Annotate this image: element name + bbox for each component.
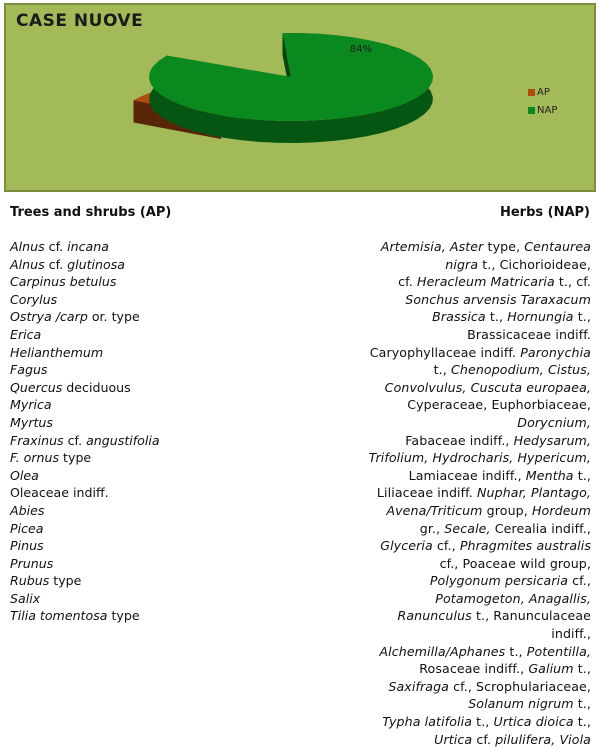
nap-taxon [271, 308, 591, 326]
nap-taxon-segment: cf. [472, 731, 496, 747]
nap-taxon [271, 625, 591, 643]
nap-taxon-segment: t., [505, 643, 527, 659]
nap-taxon [271, 590, 591, 608]
ap-taxon [10, 537, 270, 555]
ap-taxon-segment: Fraxinus [10, 432, 64, 448]
ap-taxon [10, 449, 270, 467]
ap-taxon-segment: Fagus [10, 362, 48, 378]
nap-taxon-segment: Liliaceae indiff. [376, 485, 478, 501]
nap-taxon [271, 414, 591, 432]
nap-taxon [271, 607, 591, 625]
ap-taxon [10, 520, 270, 538]
ap-taxon-segment: Helianthemum [10, 344, 104, 360]
ap-taxon [10, 361, 270, 379]
ap-taxon-segment: angustifolia [86, 432, 160, 448]
nap-taxon-segment: cf. [398, 274, 418, 290]
pie-slice-nap [149, 33, 433, 143]
nap-taxon [271, 396, 591, 414]
nap-taxon-segment: Solanum nigrum [468, 696, 574, 712]
nap-taxon [271, 572, 591, 590]
nap-taxon [271, 432, 591, 450]
nap-taxon-segment: Polygonum persicaria [429, 573, 569, 589]
nap-taxon [271, 678, 591, 696]
ap-taxon-segment: deciduous [62, 379, 131, 395]
ap-taxon [10, 273, 270, 291]
nap-taxon-segment: t., cf. [554, 274, 591, 290]
ap-taxon [10, 256, 270, 274]
nap-taxon [271, 660, 591, 678]
nap-taxon [271, 643, 591, 661]
ap-taxon [10, 326, 270, 344]
ap-taxon-segment: or. type [87, 309, 140, 325]
nap-taxon-segment: Convolvulus, Cuscuta europaea, [384, 379, 591, 395]
ap-taxon-segment: Prunus [10, 555, 54, 571]
nap-taxon-segment: cf., [568, 573, 591, 589]
legend-label-nap: NAP [537, 105, 558, 116]
ap-taxon-segment: Salix [10, 590, 41, 606]
ap-taxon-segment: Myrtus [10, 414, 53, 430]
nap-taxon-segment: t., [573, 696, 591, 712]
nap-taxon-segment: Brassica [432, 309, 486, 325]
ap-taxon-segment: Pinus [10, 538, 44, 554]
ap-taxon-segment: Ostrya /carp [10, 309, 88, 325]
ap-taxon-segment: Myrica [10, 397, 52, 413]
ap-taxon [10, 379, 270, 397]
ap-taxon-segment: type [49, 573, 82, 589]
nap-taxon-segment: t., [433, 362, 451, 378]
pie-chart [6, 5, 598, 194]
nap-taxon [271, 256, 591, 274]
nap-taxon-segment: Rosaceae indiff., [419, 661, 529, 677]
ap-taxon [10, 238, 270, 256]
nap-taxon [271, 379, 591, 397]
nap-taxon-segment: Avena/Triticum [386, 502, 483, 518]
ap-taxon [10, 432, 270, 450]
nap-taxon [271, 344, 591, 362]
nap-taxon-segment: Cerealia indiff., [490, 520, 591, 536]
ap-taxon [10, 344, 270, 362]
ap-taxon-segment: Olea [10, 467, 39, 483]
nap-taxa-list [271, 238, 591, 748]
ap-column-heading: Trees and shrubs (AP) [10, 205, 172, 220]
ap-taxon-segment: Alnus [10, 256, 45, 272]
nap-column-heading: Herbs (NAP) [499, 205, 590, 220]
nap-taxon [271, 555, 591, 573]
ap-taxa-list [10, 238, 270, 625]
ap-taxon [10, 291, 270, 309]
nap-taxon [271, 695, 591, 713]
ap-taxon-segment: Alnus [10, 239, 45, 254]
ap-taxon [10, 590, 270, 608]
nap-taxon-segment: t., [573, 714, 591, 730]
nap-taxon [271, 361, 591, 379]
ap-taxon-segment: incana [67, 239, 109, 254]
legend-item-ap [528, 87, 550, 98]
nap-taxon-segment: Glyceria [380, 538, 433, 554]
legend-label-ap: AP [537, 87, 550, 98]
nap-taxon-segment: Heracleum Matricaria [417, 274, 555, 290]
nap-taxon [271, 467, 591, 485]
ap-taxon-segment: cf. [44, 256, 68, 272]
nap-taxon-segment: t., [472, 714, 494, 730]
ap-taxon [10, 502, 270, 520]
legend-item-nap [528, 105, 557, 116]
nap-taxon-segment: Fabaceae indiff., [405, 432, 514, 448]
nap-taxon-segment: t., [573, 661, 591, 677]
nap-taxon [271, 484, 591, 502]
nap-taxon-segment: Alchemilla/Aphanes [379, 643, 506, 659]
ap-taxon-segment: cf. [44, 239, 68, 254]
nap-taxon-segment: Hedysarum, [513, 432, 591, 448]
nap-taxon-segment: t., [485, 309, 508, 325]
nap-taxon-segment: t., Cichorioideae, [478, 256, 591, 272]
pie-chart-panel [4, 3, 596, 192]
nap-taxon [271, 537, 591, 555]
ap-taxon-segment: Corylus [10, 291, 58, 307]
nap-taxon [271, 273, 591, 291]
nap-taxon-segment: Galium [528, 661, 574, 677]
nap-taxon [271, 238, 591, 256]
nap-taxon-segment: Urtica dioica [493, 714, 574, 730]
ap-taxon [10, 467, 270, 485]
nap-taxon-segment: Nuphar, Plantago, [477, 485, 591, 501]
ap-taxon-segment: type [107, 608, 140, 624]
ap-taxon [10, 414, 270, 432]
nap-taxon-segment: Potentilla, [526, 643, 591, 659]
nap-taxon-segment: t., Ranunculaceae [471, 608, 591, 624]
nap-taxon [271, 449, 591, 467]
nap-taxon-segment: gr., [419, 520, 445, 536]
ap-taxon-segment: Oleaceae indiff. [10, 485, 109, 501]
ap-taxon-segment: Carpinus betulus [10, 274, 117, 290]
nap-taxon-segment: t., [573, 467, 591, 483]
nap-taxon [271, 502, 591, 520]
chart-title: CASE NUOVE [16, 11, 144, 31]
ap-taxon-segment: Rubus [10, 573, 50, 589]
nap-taxon-segment: Centaurea [524, 239, 591, 254]
nap-taxon-segment: Artemisia, Aster [380, 239, 484, 254]
ap-taxon [10, 607, 270, 625]
nap-taxon [271, 731, 591, 748]
nap-taxon [271, 713, 591, 731]
ap-taxon-segment: Picea [10, 520, 44, 536]
ap-taxon [10, 308, 270, 326]
nap-taxon-segment: Trifolium, Hydrocharis, Hypericum, [368, 450, 591, 466]
ap-taxon-segment: Quercus [10, 379, 63, 395]
data-label-nap: 84% [349, 44, 373, 55]
legend-swatch-ap [528, 89, 535, 96]
nap-taxon-segment: Ranunculus [397, 608, 472, 624]
nap-taxon [271, 326, 591, 344]
nap-taxon [271, 520, 591, 538]
legend-swatch-nap [528, 107, 535, 114]
nap-taxon-segment: indiff., [551, 626, 591, 642]
nap-taxon-segment: Secale, [444, 520, 491, 536]
nap-taxon-segment: Sonchus arvensis Taraxacum [405, 291, 591, 307]
ap-taxon-segment: Tilia tomentosa [10, 608, 108, 624]
nap-taxon-segment: t., [573, 309, 591, 325]
nap-taxon-segment: Cyperaceae, Euphorbiaceae, [407, 397, 591, 413]
ap-taxon [10, 484, 270, 502]
nap-taxon-segment: Dorycnium, [517, 414, 591, 430]
ap-taxon-segment: F. ornus [10, 450, 60, 466]
nap-taxon-segment: Typha latifolia [382, 714, 473, 730]
ap-taxon-segment: Abies [10, 502, 45, 518]
nap-taxon-segment: Paronychia [520, 344, 591, 360]
ap-taxon-segment: Erica [10, 326, 42, 342]
nap-taxon-segment: pilulifera, Viola [495, 731, 591, 747]
nap-taxon-segment: Caryophyllaceae indiff. [369, 344, 521, 360]
ap-taxon [10, 572, 270, 590]
ap-taxon [10, 396, 270, 414]
nap-taxon-segment: cf., [432, 538, 460, 554]
ap-taxon-segment: glutinosa [67, 256, 125, 272]
nap-taxon-segment: nigra [445, 256, 479, 272]
ap-taxon [10, 555, 270, 573]
nap-taxon-segment: cf., Scrophulariaceae, [449, 678, 591, 694]
nap-taxon-segment: Potamogeton, Anagallis, [435, 590, 591, 606]
nap-taxon-segment: cf., Poaceae wild group, [439, 555, 591, 571]
nap-taxon-segment: Lamiaceae indiff., [408, 467, 526, 483]
nap-taxon-segment: Chenopodium, Cistus, [451, 362, 591, 378]
nap-taxon-segment: group, [482, 502, 532, 518]
nap-taxon-segment: Urtica [434, 731, 473, 747]
nap-taxon-segment: Hordeum [531, 502, 591, 518]
nap-taxon-segment: Mentha [525, 467, 574, 483]
nap-taxon-segment: Phragmites australis [459, 538, 591, 554]
nap-taxon-segment: Hornungia [507, 309, 574, 325]
nap-taxon [271, 291, 591, 309]
ap-taxon-segment: type [59, 450, 92, 466]
ap-taxon-segment: cf. [63, 432, 87, 448]
nap-taxon-segment: Saxifraga [388, 678, 449, 694]
nap-taxon-segment: type, [483, 239, 525, 254]
nap-taxon-segment: Brassicaceae indiff. [467, 326, 591, 342]
